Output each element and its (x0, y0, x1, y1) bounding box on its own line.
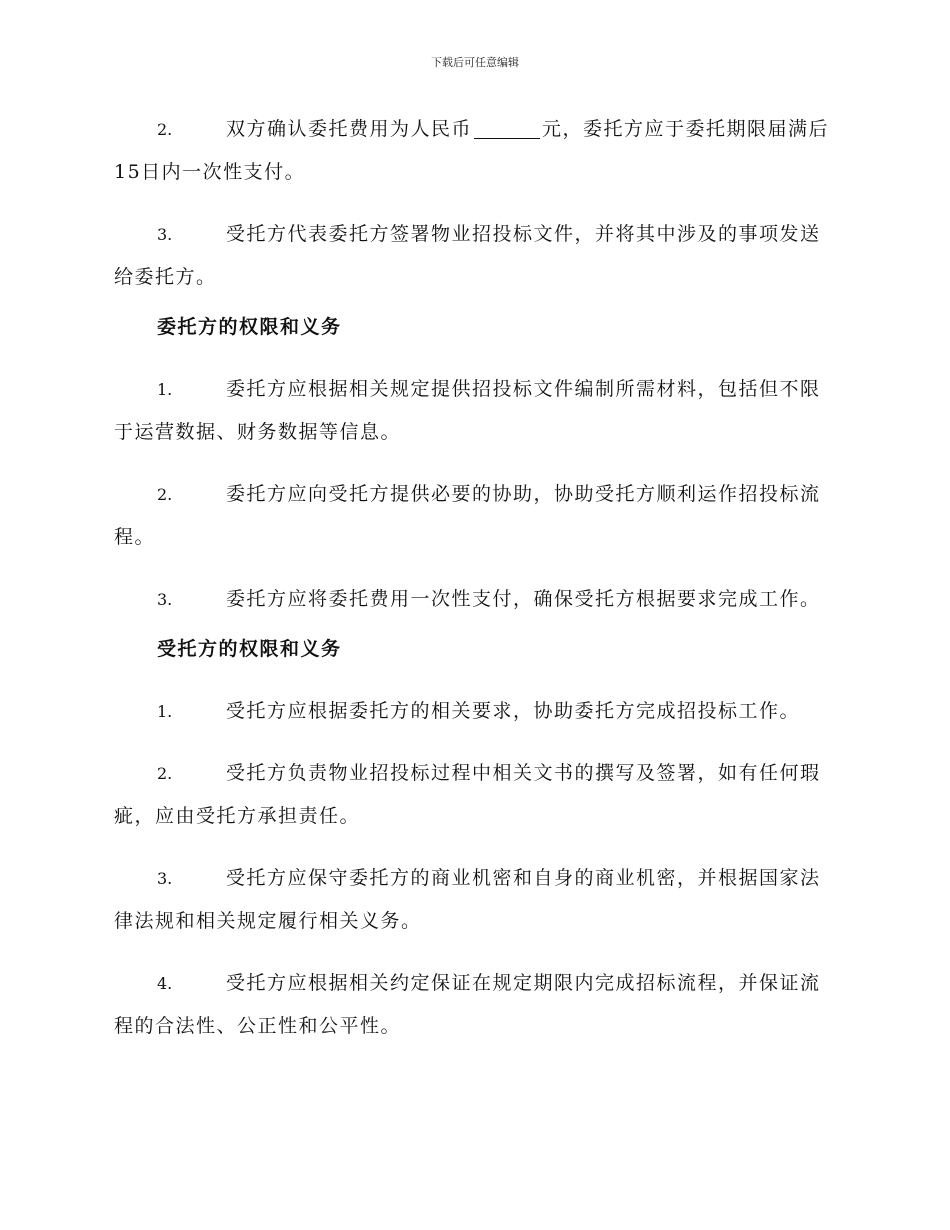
item-number: 4. (157, 974, 173, 993)
paragraph-fee (114, 108, 836, 194)
paragraph-sign-documents (114, 213, 836, 299)
paragraph-text-before: 双方确认委托费用为人民币 (226, 118, 473, 140)
paragraph-text: 委托方应向受托方提供必要的协助，协助受托方顺利运作招投标流程。 (114, 483, 821, 548)
header-note: 下载后可任意编辑 (431, 56, 519, 69)
item-number: 2. (157, 764, 173, 783)
item-number: 1. (157, 702, 173, 721)
item-number: 1. (157, 380, 173, 399)
paragraph-agent-confidentiality (114, 857, 836, 943)
document-body (114, 108, 836, 1055)
paragraph-text: 受托方负责物业招投标过程中相关文书的撰写及签署，如有任何瑕疵，应由受托方承担责任。 (114, 762, 821, 827)
paragraph-text-after: 元，委托方应于委托期限届满后15日内一次性支付。 (114, 118, 830, 183)
paragraph-client-payment (114, 578, 836, 621)
paragraph-text: 受托方应保守委托方的商业机密和自身的商业机密，并根据国家法律法规和相关规定履行相关义务。 (114, 867, 821, 932)
item-number: 2. (157, 485, 173, 504)
item-number: 3. (157, 590, 173, 609)
item-number: 3. (157, 225, 173, 244)
paragraph-agent-deadline (114, 962, 836, 1048)
paragraph-text: 受托方代表委托方签署物业招投标文件，并将其中涉及的事项发送给委托方。 (114, 223, 821, 288)
paragraph-text: 受托方应根据相关约定保证在规定期限内完成招标流程，并保证流程的合法性、公正性和公平性。 (114, 972, 821, 1037)
paragraph-text: 受托方应根据委托方的相关要求，协助委托方完成招投标工作。 (226, 700, 801, 722)
paragraph-client-assistance (114, 473, 836, 559)
paragraph-agent-assist (114, 690, 836, 733)
section-title-agent-duties: 受托方的权限和义务 (157, 638, 342, 660)
paragraph-client-materials (114, 368, 836, 454)
item-number: 2. (157, 120, 173, 139)
fee-amount-blank (474, 114, 540, 139)
paragraph-text: 委托方应将委托费用一次性支付，确保受托方根据要求完成工作。 (226, 588, 821, 610)
paragraph-text: 委托方应根据相关规定提供招投标文件编制所需材料，包括但不限于运营数据、财务数据等信息。 (114, 378, 821, 443)
section-title-client-duties: 委托方的权限和义务 (157, 316, 342, 338)
paragraph-agent-documents (114, 752, 836, 838)
item-number: 3. (157, 869, 173, 888)
